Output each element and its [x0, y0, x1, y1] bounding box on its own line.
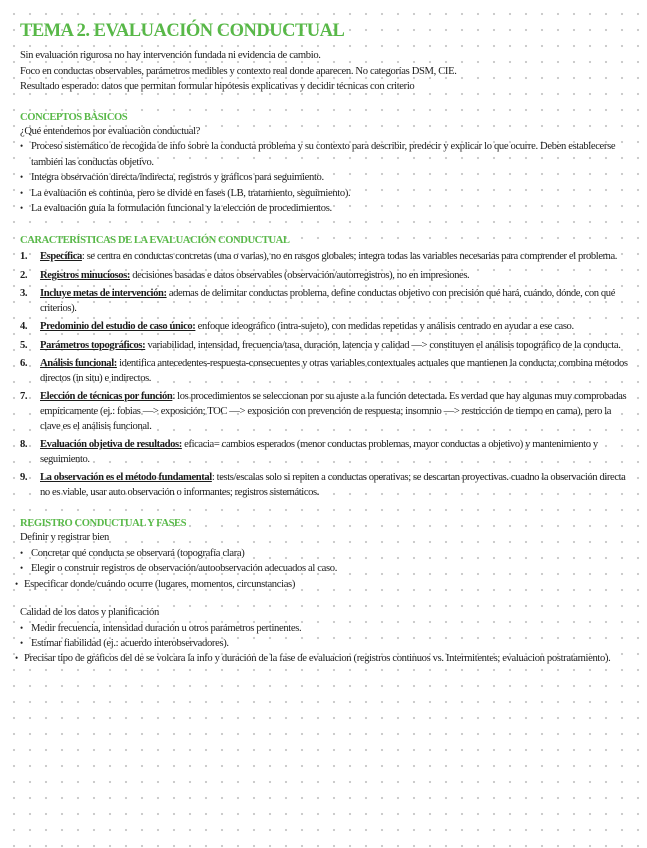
list-item: • Integra observación directa/indirecta, registros y gráficos para seguimiento.: [20, 170, 632, 185]
registro-section: [20, 517, 632, 667]
item-key-term: Elección de técnicas por función: [40, 391, 173, 402]
item-key-term: Parámetros topográficos:: [40, 339, 146, 351]
numbered-item: [20, 269, 632, 284]
list-item: • La evaluación es continua, pero se divide en fases (LB, tratamiento, seguimiento).: [20, 186, 632, 201]
conceptos-list: [20, 139, 632, 216]
item-text: variabilidad, intensidad, frecuencia/tasa, duración, latencia y calidad —> constituyen el análisis topográfico de la conducta.: [145, 339, 621, 351]
item-key-term: Predominio del estudio de caso único:: [40, 321, 196, 333]
item-key-term: Evaluación objetiva de resultados:: [40, 439, 182, 451]
item-text: decisiones basadas e datos observables (observación/autorregistros), no en impresiones.: [130, 269, 470, 281]
list-item: • Especificar donde/cuándo ocurre (lugares, momentos, circunstancias): [20, 577, 632, 592]
intro-line: Sin evaluación rigurosa no hay intervención fundada ni evidencia de cambio.: [20, 50, 321, 61]
list-item: • La evaluación guía la formulación funcional y la elección de procedimientos.: [20, 201, 632, 216]
caracteristicas-list: [20, 250, 632, 501]
intro-block: [20, 48, 632, 95]
item-text: : los procedimientos se seleccionan por su ajuste a la función detectada. Es verdad que hay algunas muy comprobadas empíricamente (ej.: fobias —> exposición; TOC —> exposición con prevención de respuesta; insomnio —> restricción de tiempo en cama), pero la clave es el análisis funcional.: [40, 391, 627, 432]
list-item: • Proceso sistemático de recogida de info sobre la conducta problema y su contexto para describir, predecir y explicar lo que ocurre. Deben establecerse también las conductas objetivo.: [20, 139, 632, 170]
page-title: TEMA 2. EVALUACIÓN CONDUCTUAL: [20, 21, 345, 41]
item-text: identifica antecedentes-respuesta-consecuentes y otras variables contextuales actuales que mantienen la conducta; combina métodos directos (in situ) e indirectos.: [40, 357, 628, 384]
list-item: • Concretar qué conducta se observará (topografía clara): [20, 546, 632, 561]
item-key-term: Análisis funcional:: [40, 357, 117, 369]
numbered-item: [20, 339, 632, 354]
subheading: Definir y registrar bien: [20, 532, 109, 544]
item-key-term: Registros minuciosos:: [40, 269, 130, 281]
list-item: • Precisar tipo de gráficos del de se volcara la info y duración de la fase de evaluacion (registros continuos vs. Intermitentes; evaluacion postratamiento).: [20, 651, 632, 666]
numbered-item: [20, 438, 632, 468]
list-item: • Medir frecuencia, intensidad duración u otros parámetros pertinentes.: [20, 621, 632, 636]
item-text: : tests/escalas solo si repiten a conductas operativas; se descartan proyectivas. cuadno la observación directa no es viable, usar auto observación o informantes; registros sistemáticos.: [40, 472, 626, 499]
section-heading-caracteristicas: CARACTERÍSTICAS DE LA EVALUACIÓN CONDUCTUAL: [20, 235, 290, 247]
document-page: [20, 20, 632, 667]
item-text: : se centra en conductas concretas (una o varias), no en rasgos globales; integra todas las variables necesarias para comprender el problema.: [81, 251, 618, 263]
item-number: 6.: [20, 357, 28, 369]
item-text: ademas de delimitar conductas problema, define conductas objetivo con precisión qué hará, cuándo, dónde, con qué criterios).: [40, 288, 616, 314]
item-key-term: Incluye metas de intervención:: [40, 288, 167, 299]
item-number: 3.: [20, 288, 28, 299]
registro-list-2: [20, 621, 632, 667]
numbered-item: [20, 320, 632, 335]
intro-line: Resultado esperado: datos que permitan formular hipótesis explicativas y decidir técnicas con criterio: [20, 81, 415, 93]
numbered-item: [20, 357, 632, 387]
numbered-item: [20, 390, 632, 435]
item-number: 1.: [20, 251, 28, 263]
list-item: • Estimar fiabilidad (ej.: acuerdo interobservadores).: [20, 636, 632, 651]
item-number: 2.: [20, 269, 28, 281]
item-number: 5.: [20, 339, 28, 351]
numbered-item: [20, 287, 632, 317]
item-text: eficacia= cambios esperados (menor conductas problemas, mayor conductas a objetivo) y mantenimiento y seguimiento.: [40, 439, 598, 466]
section-heading-conceptos: CONCEPTOS BÁSICOS: [20, 111, 128, 123]
intro-line: Foco en conductas observables, parámetros medibles y contexto real donde aparecen. No categorías DSM, CIE.: [20, 65, 457, 77]
item-number: 9.: [20, 472, 28, 484]
numbered-item: [20, 471, 632, 501]
section-heading-registro: REGISTRO CONDUCTUAL Y FASES: [20, 518, 187, 530]
item-number: 7.: [20, 391, 28, 402]
item-key-term: La observación es el método fundamental: [40, 472, 212, 484]
list-item: • Elegir o construir registros de observación/autoobservación adecuados al caso.: [20, 561, 632, 576]
numbered-item: [20, 250, 632, 265]
item-text: enfoque ideográfico (intra-sujeto), con medidas repetidas y análisis centrado en ayudar a ese caso.: [195, 321, 574, 333]
subheading: Calidad de los datos y planificación: [20, 606, 159, 618]
item-number: 4.: [20, 321, 28, 333]
section-question: ¿Qué entendemos por evaluación conductual?: [20, 125, 201, 137]
item-key-term: Específica: [40, 251, 82, 263]
registro-list-1: [20, 546, 632, 592]
item-number: 8.: [20, 439, 28, 451]
